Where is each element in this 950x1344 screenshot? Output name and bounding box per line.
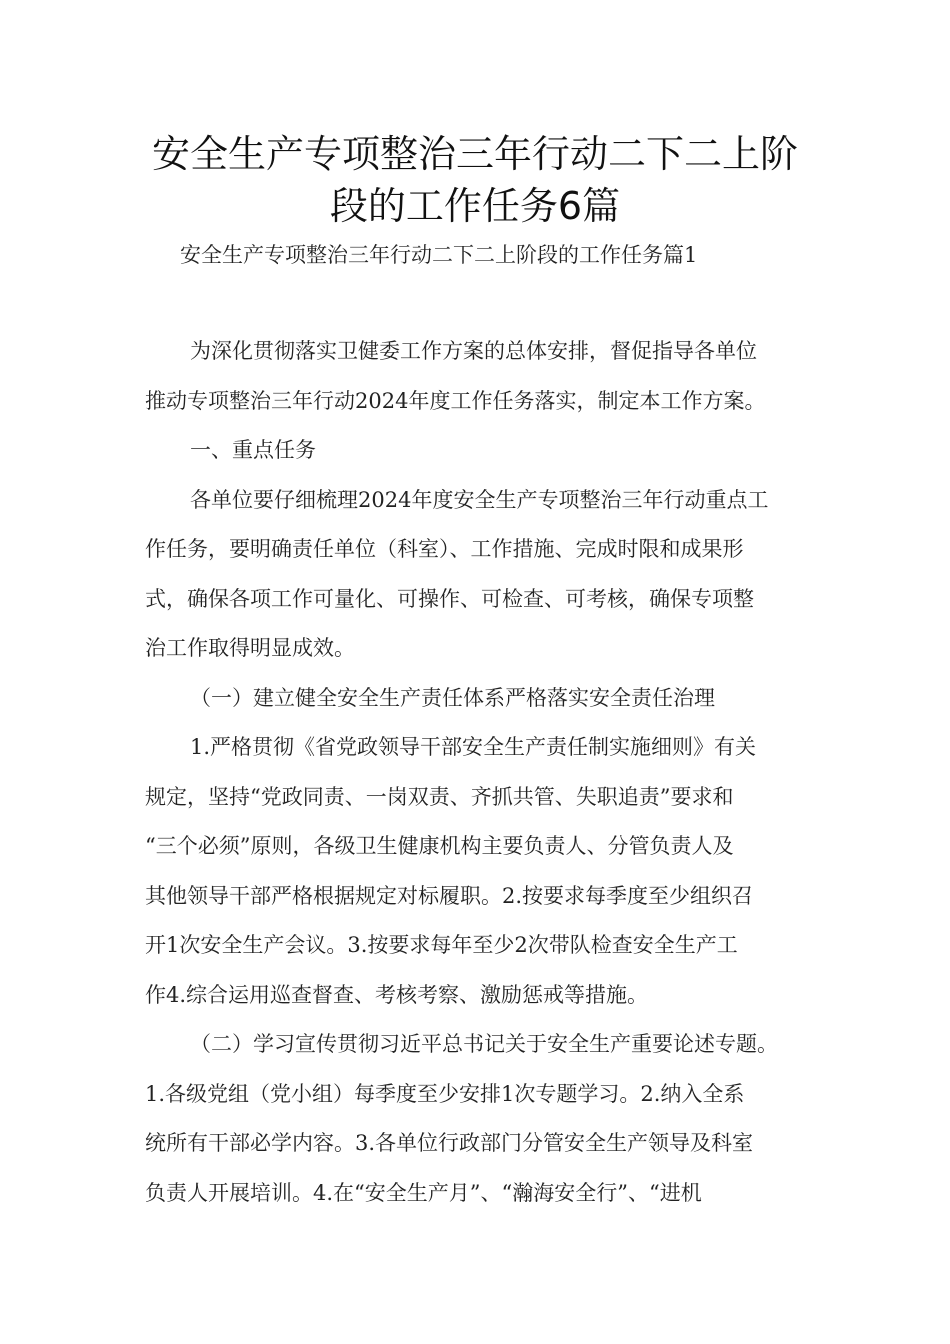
body-line: “三个必须”原则，各级卫生健康机构主要负责人、分管负责人及 bbox=[145, 834, 734, 858]
body-line: 推动专项整治三年行动2024年度工作任务落实，制定本工作方案。 bbox=[145, 389, 766, 413]
body-line: 规定，坚持“党政同责、一岗双责、齐抓共管、失职追责”要求和 bbox=[145, 785, 734, 809]
body-line: 作任务，要明确责任单位（科室）、工作措施、完成时限和成果形 bbox=[145, 537, 744, 561]
body-line: 式，确保各项工作可量化、可操作、可检查、可考核，确保专项整 bbox=[145, 587, 754, 611]
section-heading: 一、重点任务 bbox=[190, 438, 316, 462]
subsection-heading: （二）学习宣传贯彻习近平总书记关于安全生产重要论述专题。 bbox=[190, 1032, 778, 1056]
body-line: 其他领导干部严格根据规定对标履职。2.按要求每季度至少组织召 bbox=[145, 884, 754, 908]
body-line: 开1次安全生产会议。3.按要求每年至少2次带队检查安全生产工 bbox=[145, 933, 738, 957]
body-line: 为深化贯彻落实卫健委工作方案的总体安排，督促指导各单位 bbox=[190, 339, 757, 363]
body-line: 作4.综合运用巡查督查、考核考察、激励惩戒等措施。 bbox=[145, 983, 649, 1007]
body-line: 1.各级党组（党小组）每季度至少安排1次专题学习。2.纳入全系 bbox=[145, 1082, 745, 1106]
document-subtitle: 安全生产专项整治三年行动二下二上阶段的工作任务篇1 bbox=[180, 243, 698, 267]
body-line: 负责人开展培训。4.在“安全生产月”、“瀚海安全行”、“进机 bbox=[145, 1181, 702, 1205]
body-line: 治工作取得明显成效。 bbox=[145, 636, 355, 660]
document-title-line-2: 段的工作任务6篇 bbox=[329, 184, 621, 228]
subsection-heading: （一）建立健全安全生产责任体系严格落实安全责任治理 bbox=[190, 686, 715, 710]
document-title-line-1: 安全生产专项整治三年行动二下二上阶 bbox=[151, 132, 798, 176]
body-line: 各单位要仔细梳理2024年度安全生产专项整治三年行动重点工 bbox=[190, 488, 769, 512]
body-line: 统所有干部必学内容。3.各单位行政部门分管安全生产领导及科室 bbox=[145, 1131, 754, 1155]
body-line: 1.严格贯彻《省党政领导干部安全生产责任制实施细则》有关 bbox=[190, 735, 757, 759]
